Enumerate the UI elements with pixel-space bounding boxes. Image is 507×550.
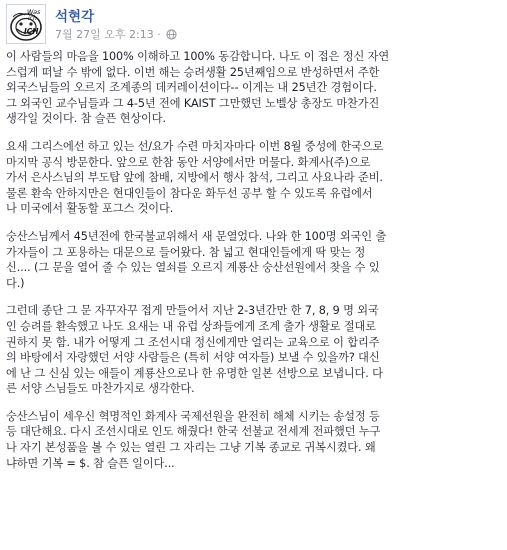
text-line: 등 대단해요. 다시 조선시대로 인도 해줬다! 한국 선불교 전세계 전파했던 누구 (6, 425, 381, 439)
post-header (6, 4, 501, 46)
text-line: 인 승려를 환속했고 나도 요새는 내 유럽 상좌들에게 조계 출가 생활로 절대로 (6, 319, 376, 333)
svg-text:ICH: ICH (24, 27, 39, 36)
avatar[interactable] (6, 4, 46, 44)
logo-image (7, 5, 45, 43)
timestamp-link[interactable]: 7월 27일 오후 2:13 (55, 28, 154, 41)
text-line: 권하지 못 함. 내가 어떻게 그 조선시대 정신에게만 얼리는 교육으로 이 합리주 (6, 335, 380, 349)
post-body (6, 49, 499, 483)
svg-text:Was: Was (27, 8, 41, 16)
text-line: 른 서양 스님들도 마찬가지로 생각한다. (6, 382, 195, 396)
paragraph-1 (6, 49, 499, 127)
text-line: 요새 그리스에선 하고 있는 선/요가 수련 마치자마다 이번 8월 중성에 한국으로 (6, 139, 384, 153)
text-line: 그런데 종단 그 문 자꾸자꾸 접게 만들어서 지난 2-3년간만 한 7, 8, 9 명 외국 (6, 304, 379, 318)
text-line: 외국스님들의 오르지 조계종의 데커레이션이다-- 이게는 내 25년간 경험이다. (6, 81, 377, 95)
text-line: 마지막 공식 방문한다. 앞으로 한참 동안 서양에서만 머물다. 화계사(주)으로 (6, 155, 371, 169)
text-line: 나 미국에서 활동할 포그스 것이다. (6, 202, 174, 216)
globe-icon (166, 29, 177, 43)
meta-separator: · (157, 28, 161, 41)
text-line: 가자들이 그 포용하는 대문으로 들어왔다. 참 넓고 현대인들에게 딱 맞는 정 (6, 245, 366, 259)
text-line: 가서 은사스님의 부도탑 앞에 참배, 지방에서 행사 참석, 그리고 사요나라 준비. (6, 171, 383, 185)
paragraph-2 (6, 139, 499, 217)
text-line: 스럽게 떠날 수 밖에 없다. 이번 해는 승려생활 25년째임으로 반성하면서 주한 (6, 65, 380, 79)
text-line: 의 바탕에서 자랑했던 서양 사람들은 (특히 서양 여자들) 보낼 수 있을까? 대신 (6, 351, 380, 365)
text-line: 에 난 그 신심 있는 애들이 계룡산으로나 한 유명한 일본 선방으로 보냅니다. 다 (6, 366, 383, 380)
paragraph-3 (6, 229, 499, 291)
text-line: 이 사람들의 마음을 100% 이해하고 100% 동감합니다. 나도 이 접은 정신 자연 (6, 50, 390, 63)
paragraph-5 (6, 409, 499, 471)
text-line: 냐하면 기복 = $. 참 슬픈 일이다... (6, 456, 175, 470)
paragraph-4 (6, 303, 499, 397)
text-line: 생각일 것이다. 참 슬픈 현상이다. (6, 112, 166, 126)
text-line: 숭산스님께서 45년전에 한국불교위해서 새 문열었다. 나와 한 100명 외국인 출 (6, 229, 387, 243)
text-line: 나 자기 본성품을 볼 수 있는 열린 그 자리는 그냥 기복 종교로 귀복시켰다. 왜 (6, 441, 376, 455)
text-line: 숭산스님이 세우신 혁명적인 화계사 국제선원을 완전히 해체 시키는 송설정 등 (6, 409, 380, 423)
text-line: 신.... (그 문을 열어 줄 수 있는 열쇠를 오르지 계룡산 숭산선원에서 찾을 수 있 (6, 261, 380, 275)
post-meta (55, 26, 177, 43)
svg-text:ich: ich (28, 15, 37, 22)
text-line: 다.) (6, 276, 25, 290)
author-name[interactable]: 석현각 (55, 9, 95, 25)
text-line: 그 외국인 교수님들과 그 4-5년 전에 KAIST 그만했던 노벨상 총장도 마찬가진 (6, 96, 380, 110)
text-line: 물론 환속 안하지만은 현대인들이 참다운 화두선 공부 할 수 있도록 유럽에서 (6, 186, 373, 200)
